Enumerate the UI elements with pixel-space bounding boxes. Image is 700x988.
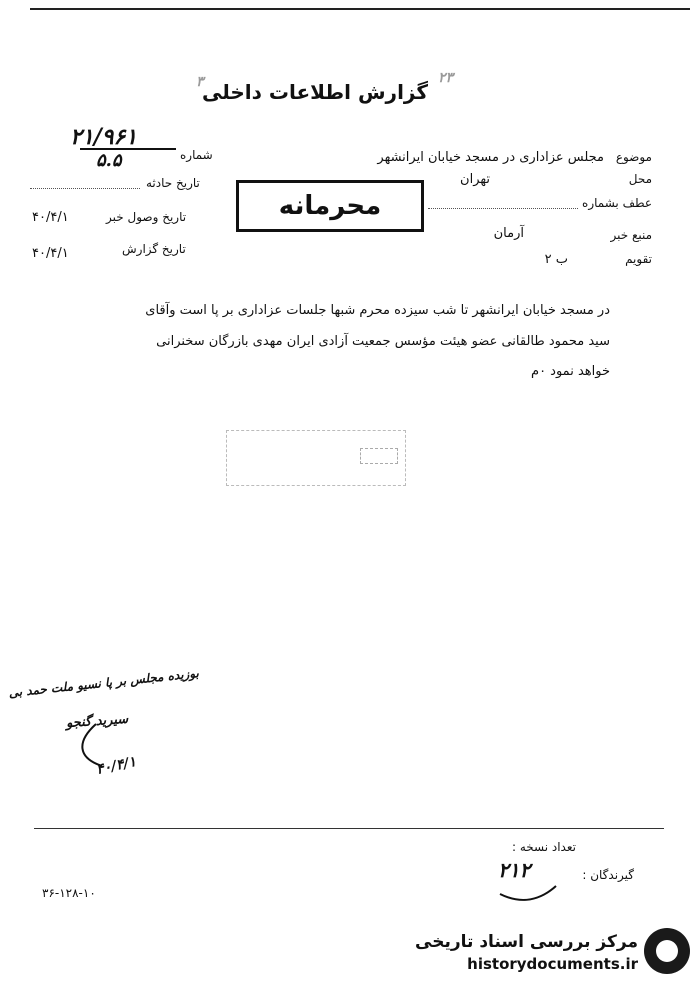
reference-label: عطف بشماره bbox=[582, 196, 652, 210]
evaluation-label: تقویم bbox=[625, 252, 652, 266]
source-label: منبع خبر bbox=[610, 228, 652, 242]
signature-stroke bbox=[496, 880, 566, 908]
place-label: محل bbox=[628, 172, 652, 186]
archive-url: historydocuments.ir bbox=[467, 955, 638, 973]
report-date-label: تاریخ گزارش bbox=[122, 242, 186, 256]
number-underline bbox=[80, 148, 176, 150]
incident-date-label: تاریخ حادثه bbox=[146, 176, 200, 190]
body-line-3: خواهد نمود ۰م bbox=[531, 364, 610, 379]
faint-mark-left: ۲۳ bbox=[438, 70, 454, 86]
book-logo-icon bbox=[644, 928, 690, 974]
evaluation-value: ب ۲ bbox=[544, 252, 568, 267]
incident-date-dots bbox=[30, 188, 140, 189]
faint-mark-right: ۳ bbox=[196, 74, 204, 90]
subject-value: مجلس عزاداری در مسجد خیابان ایرانشهر bbox=[377, 150, 604, 165]
recipients-label: گیرندگان : bbox=[582, 868, 634, 882]
handwritten-note-line-2: سیرید گنجو bbox=[65, 711, 129, 732]
body-line-2: سید محمود طالقانی عضو هیئت مؤسس جمعیت آزادی ایران مهدی بازرگان سخنرانی bbox=[156, 334, 610, 349]
document-title: گزارش اطلاعات داخلی bbox=[201, 80, 428, 104]
faint-stamp-inner bbox=[360, 448, 398, 464]
archive-name: مرکز بررسی اسناد تاریخی bbox=[415, 932, 638, 952]
place-value: تهران bbox=[460, 172, 490, 187]
recipients-value: ۲۱۲ bbox=[498, 858, 531, 882]
report-date-value: ۴۰/۴/۱ bbox=[32, 246, 69, 261]
confidential-stamp: محرمانه bbox=[236, 180, 424, 232]
handwritten-note-line-1: بوزیده مجلس بر پا نسیو ملت حمد بی bbox=[8, 666, 200, 700]
number-value: ۲۱/۹۶۱ bbox=[70, 124, 138, 150]
receipt-date-value: ۴۰/۴/۱ bbox=[32, 210, 69, 225]
number-label: شماره bbox=[180, 148, 213, 162]
form-code: ۳۶-۱۲۸-۱۰ bbox=[42, 886, 96, 900]
reference-dots bbox=[428, 208, 578, 209]
receipt-date-label: تاریخ وصول خبر bbox=[106, 210, 187, 224]
top-rule bbox=[30, 8, 690, 10]
handwritten-note-date: ۴۰/۴/۱ bbox=[94, 753, 138, 779]
source-value: آرمان bbox=[493, 226, 524, 241]
footer-rule bbox=[34, 828, 664, 829]
number-sub-value: ۵.۵ bbox=[96, 150, 122, 171]
subject-label: موضوع bbox=[615, 150, 652, 164]
copies-label: تعداد نسخه : bbox=[511, 840, 576, 854]
body-line-1: در مسجد خیابان ایرانشهر تا شب سیزده محرم شبها جلسات عزاداری بر پا است وآقای bbox=[145, 303, 610, 318]
